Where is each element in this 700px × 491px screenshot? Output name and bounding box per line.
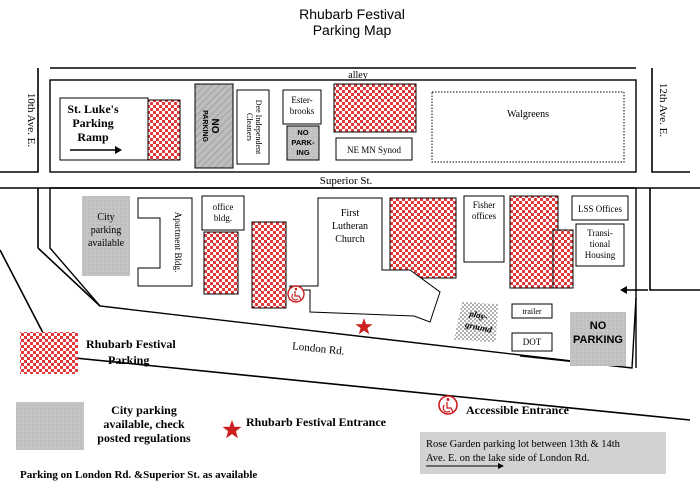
city-parking-lot — [82, 196, 130, 276]
playground-line2: ground — [464, 319, 493, 335]
legend-city-line2: available, check — [103, 417, 185, 431]
walgreens-building — [432, 92, 624, 162]
ne-mn-synod-label: NE MN Synod — [346, 145, 402, 155]
legend-city-line3: posted regulations — [97, 431, 191, 445]
superior-street-label: Superior St. — [319, 175, 373, 187]
street-parking-note: Parking on London Rd. &Superior St. as available — [20, 469, 258, 481]
festival-lot-north — [334, 84, 416, 132]
office-building-line1: office — [212, 202, 234, 212]
map-title-line2: Parking Map — [312, 22, 392, 38]
playground-line1: play- — [468, 308, 489, 322]
legend-festival-line1: Rhubarb Festival — [86, 337, 176, 351]
accessible-entrance-map-icon — [288, 286, 304, 302]
no-parking-north-line2: PARKING — [201, 110, 208, 142]
apartment-label: Apartment Bldg. — [173, 211, 183, 273]
legend-entrance-star-icon — [223, 420, 242, 438]
legend-city-line1: City parking — [111, 403, 177, 417]
st-lukes-ramp-line1: St. Luke's — [67, 102, 119, 116]
rose-garden-line1: Rose Garden parking lot between 13th & 14th — [426, 439, 620, 450]
st-lukes-ramp-line2: Parking — [72, 116, 114, 130]
esterbrooks-line1: Ester- — [291, 95, 313, 105]
city-parking-line3: available — [87, 238, 125, 249]
no-parking-south-line1: NO — [589, 320, 607, 332]
walgreens-label: Walgreens — [507, 109, 549, 120]
no-parking-south-line2: PARKING — [573, 334, 623, 346]
entry-arrow-icon — [620, 286, 648, 294]
trailer-label: trailer — [522, 307, 542, 316]
rose-garden-line2: Ave. E. on the lake side of London Rd. — [426, 453, 590, 464]
church-line1: First — [340, 208, 360, 219]
no-parking-small-line1: NO — [297, 128, 309, 137]
festival-lot-east — [510, 196, 558, 288]
festival-lot-church-west — [252, 222, 286, 308]
no-parking-small-line2: PARK- — [291, 138, 315, 147]
esterbrooks-line2: brooks — [289, 106, 315, 116]
legend-accessible-icon — [439, 396, 457, 414]
legend-festival-line2: Parking — [108, 353, 150, 367]
city-parking-line2: parking — [90, 225, 122, 236]
festival-lot-center — [390, 198, 456, 278]
lss-offices-label: LSS Offices — [577, 204, 623, 214]
festival-entrance-map-star — [355, 318, 372, 334]
london-road-label: London Rd. — [291, 340, 346, 358]
twelfth-ave-label: 12th Ave. E. — [657, 82, 669, 138]
tenth-ave-label: 10th Ave. E. — [25, 92, 37, 148]
dot-label: DOT — [522, 337, 542, 347]
city-parking-line1: City — [97, 212, 115, 223]
legend-festival-swatch — [20, 332, 78, 374]
dee-cleaners-line1: Dee Independent — [254, 99, 263, 155]
legend-city-swatch — [16, 402, 84, 450]
church-line3: Church — [335, 234, 365, 245]
festival-lot-east-small — [553, 230, 573, 288]
legend-accessible-label: Accessible Entrance — [466, 403, 569, 417]
fisher-line2: offices — [471, 211, 497, 221]
fisher-line1: Fisher — [472, 200, 496, 210]
st-lukes-ramp-line3: Ramp — [77, 130, 109, 144]
festival-lot-office — [204, 232, 238, 294]
legend-entrance-label: Rhubarb Festival Entrance — [246, 415, 387, 429]
no-parking-north-line1: NO — [209, 118, 220, 134]
map-title-line1: Rhubarb Festival — [299, 6, 405, 22]
church-line2: Lutheran — [331, 221, 369, 232]
transitional-line1: Transi- — [587, 228, 613, 238]
office-building-line2: bldg. — [213, 213, 233, 223]
transitional-line2: tional — [589, 239, 611, 249]
alley-label: alley — [348, 70, 368, 81]
no-parking-small-line3: ING — [296, 148, 310, 157]
transitional-line3: Housing — [584, 250, 616, 260]
dee-cleaners-line2: Cleaners — [245, 113, 254, 141]
